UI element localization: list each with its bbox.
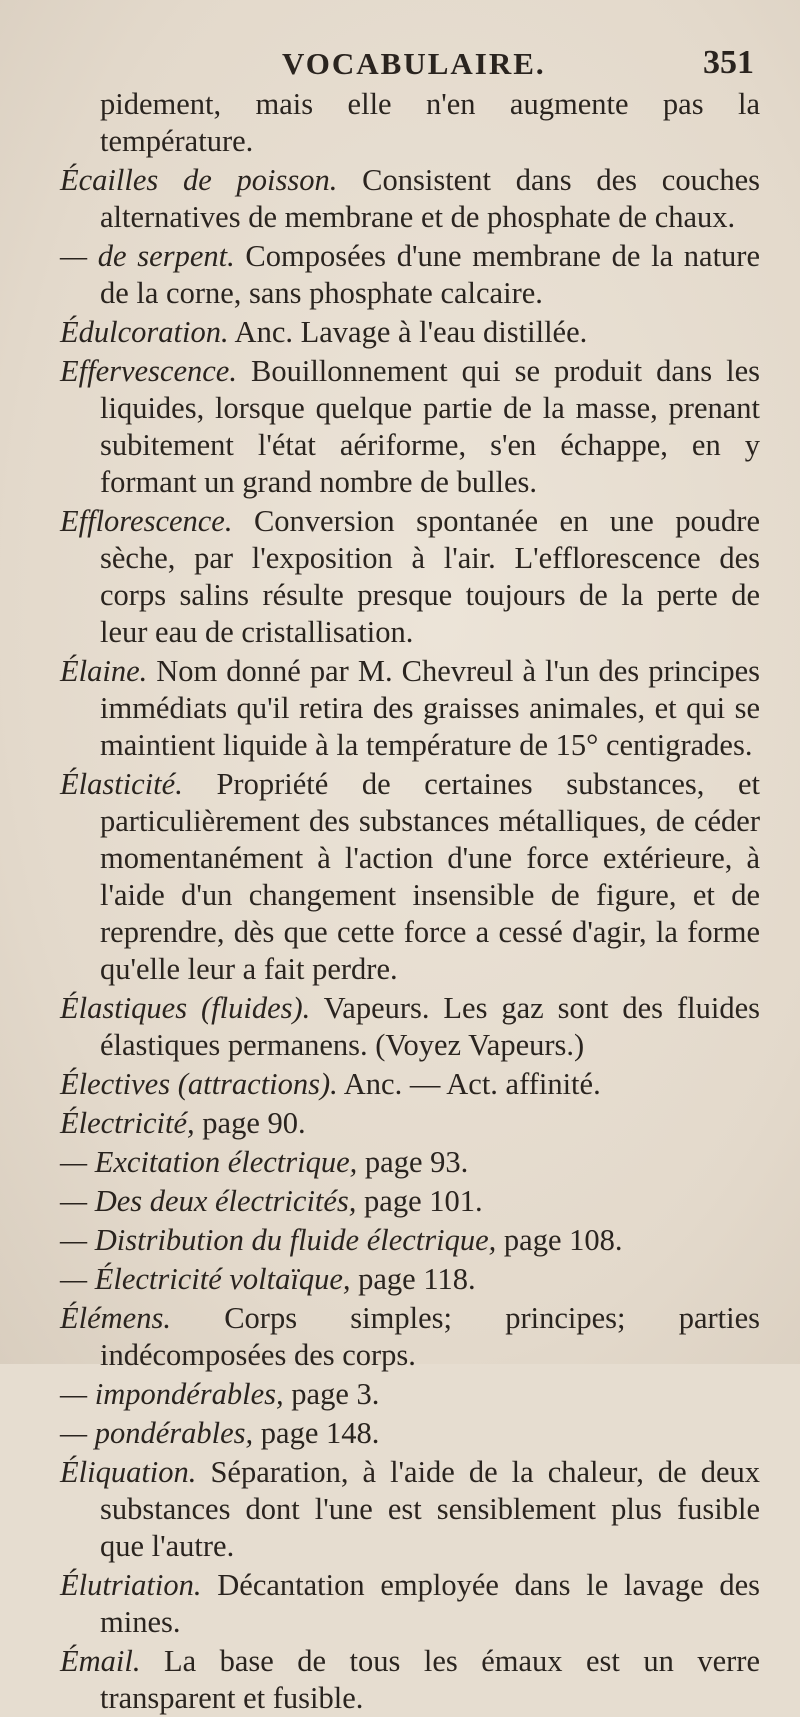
entry-elaine — [60, 653, 760, 764]
entry-headword: — Des deux électricités, — [60, 1184, 357, 1218]
entry-text: Conversion spontanée en une poudre sèche, par l'exposition à l'air. L'efflorescence des corps salins résulte presque toujours de la perte de leur eau de cristallisation. — [100, 504, 760, 649]
entry-elutriation — [60, 1567, 760, 1641]
entry-headword: — Électricité voltaïque, — [60, 1262, 351, 1296]
entry-headword: Écailles de poisson. — [60, 163, 338, 197]
entry-text: Consistent dans des couches alternatives de membrane et de phosphate de chaux. — [100, 163, 761, 234]
entry-text: Anc. Lavage à l'eau distillée. — [234, 315, 588, 349]
entry-text: page 108. — [503, 1223, 623, 1257]
entry-headword: Élasticité. — [60, 767, 183, 801]
entry-distribution — [60, 1222, 760, 1259]
entry-text: page 90. — [202, 1106, 306, 1140]
entry-ecailles-serpent — [60, 238, 760, 312]
entry-headword: Élaine. — [60, 654, 148, 688]
entry-edulcoration — [60, 314, 760, 351]
vocabulary-entries — [60, 86, 760, 1717]
entry-text: page 93. — [364, 1145, 469, 1179]
entry-text: Séparation, à l'aide de la chaleur, de deux substances dont l'une est sensiblement plus fusible que l'autre. — [100, 1455, 760, 1563]
entry-text: Décantation employée dans le lavage des mines. — [100, 1568, 761, 1639]
entry-deux-electricites — [60, 1183, 760, 1220]
entry-headword: Efflorescence. — [60, 504, 233, 538]
entry-electives — [60, 1066, 760, 1103]
entry-headword: Élutriation. — [60, 1568, 202, 1602]
entry-headword: Éliquation. — [60, 1455, 197, 1489]
entry-effervescence — [60, 353, 760, 501]
entry-electricite — [60, 1105, 760, 1142]
entry-text: Vapeurs. Les gaz sont des fluides élastiques permanens. (Voyez Vapeurs.) — [100, 991, 760, 1062]
entry-headword: — Excitation électrique, — [60, 1145, 358, 1179]
entry-text: page 118. — [358, 1262, 476, 1296]
entry-text: Nom donné par M. Chevreul à l'un des principes immédiats qu'il retira des graisses animales, et qui se maintient liquide à la température de 15° centigrades. — [100, 654, 760, 762]
entry-text: Corps simples; principes; parties indécomposées des corps. — [100, 1301, 760, 1372]
entry-elemens — [60, 1300, 760, 1374]
entry-headword: Électricité, — [60, 1106, 195, 1140]
entry-text: pidement, mais elle n'en augmente pas la température. — [100, 87, 760, 158]
entry-excitation — [60, 1144, 760, 1181]
entry-email — [60, 1643, 760, 1717]
entry-ponderables — [60, 1415, 760, 1452]
entry-headword: — pondérables, — [60, 1416, 254, 1450]
entry-headword: — Distribution du fluide électrique, — [60, 1223, 497, 1257]
entry-headword: Effervescence. — [60, 354, 237, 388]
entry-imponderables — [60, 1376, 760, 1413]
entry-text: page 101. — [364, 1184, 483, 1218]
entry-headword: Électives (attractions). — [60, 1067, 338, 1101]
entry-efflorescence — [60, 503, 760, 651]
entry-headword: Édulcoration. — [60, 315, 229, 349]
entry-headword: — de serpent. — [60, 239, 235, 273]
entry-text: page 3. — [291, 1377, 380, 1411]
running-title: VOCABULAIRE. — [282, 46, 546, 81]
entry-text: Anc. — Act. affinité. — [343, 1067, 601, 1101]
entry-eliquation — [60, 1454, 760, 1565]
entry-elastiques — [60, 990, 760, 1064]
entry-text: Bouillonnement qui se produit dans les liquides, lorsque quelque partie de la masse, prenant subitement l'état aériforme, s'en échappe, en y formant un grand nombre de bulles. — [100, 354, 761, 499]
entry-text: Propriété de certaines substances, et particulièrement des substances métalliques, de céder momentanément à l'action d'une force extérieure, à l'aide d'un changement insensible de figure, et de reprendre, dès que cette force a cessé d'agir, la forme qu'elle leur a fait perdre. — [100, 767, 760, 986]
entry-headword: Élémens. — [60, 1301, 171, 1335]
entry-elasticite — [60, 766, 760, 988]
entry-headword: — impondérables, — [60, 1377, 284, 1411]
entry-ecailles-poisson — [60, 162, 760, 236]
page-header — [60, 40, 760, 86]
entry-headword: Émail. — [60, 1644, 141, 1678]
entry-text: La base de tous les émaux est un verre transparent et fusible. — [100, 1644, 760, 1715]
entry-text: page 148. — [260, 1416, 380, 1450]
page-number: 351 — [703, 44, 754, 81]
entry-text: Composées d'une membrane de la nature de la corne, sans phosphate calcaire. — [100, 239, 760, 310]
entry-headword: Élastiques (fluides). — [60, 991, 311, 1025]
entry-continuation — [60, 86, 760, 160]
entry-voltaique — [60, 1261, 760, 1298]
